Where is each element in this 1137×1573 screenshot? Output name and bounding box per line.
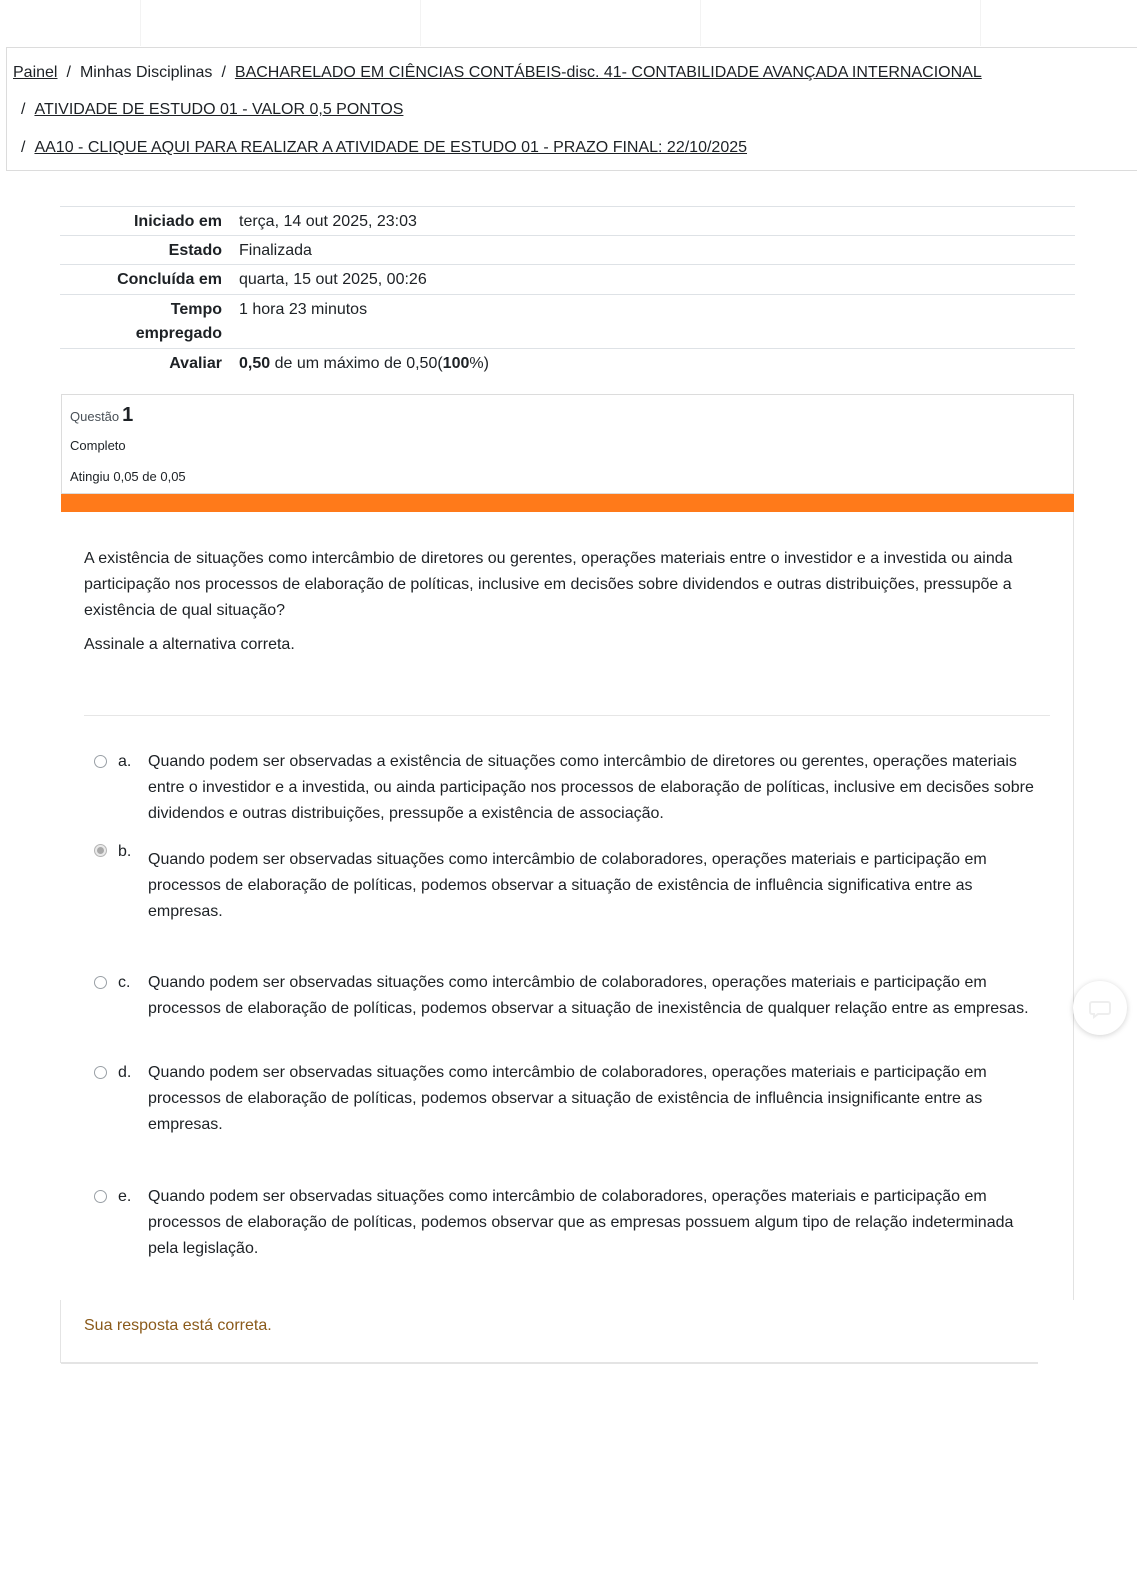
grade-value [222, 349, 489, 377]
chat-icon [1088, 996, 1112, 1020]
time-label-line2: empregado [135, 325, 222, 342]
breadcrumb-separator: / [221, 64, 226, 81]
time-label-line1: Tempo [170, 301, 222, 318]
floating-action-button[interactable] [1073, 981, 1127, 1035]
grade-text: de um máximo de 0,50( [270, 355, 443, 372]
question-number [70, 404, 133, 427]
state-label: Estado [168, 242, 222, 259]
answer-feedback: Sua resposta está correta. [84, 1317, 272, 1334]
radio-option-c[interactable] [94, 976, 107, 989]
completed-label: Concluída em [117, 271, 222, 288]
breadcrumb-separator: / [21, 101, 26, 118]
summary-row-state [60, 236, 1075, 265]
radio-option-e[interactable] [94, 1190, 107, 1203]
completed-value: quarta, 15 out 2025, 00:26 [239, 271, 427, 288]
question-state: Completo [70, 438, 126, 453]
summary-row-started [60, 207, 1075, 236]
option-letter: a. [118, 753, 132, 770]
question-prompt: A existência de situações como intercâmbio de diretores ou gerentes, operações materiais entre o investidor e a investida ou ainda participação nos processos de elaboração de políticas, inclusive em decisões sobre dividendos e outras distribuições, pressupõe a existência de qual situação? [84, 550, 1013, 619]
option-text: Quando podem ser observadas situações como intercâmbio de colaboradores, operações materiais e participação em processos de elaboração de políticas, podemos observar a situação de inexistência de qualquer relação entre as empresas. [148, 974, 1029, 1017]
summary-row-completed [60, 265, 1075, 295]
question-number-label: Questão [70, 409, 120, 424]
breadcrumb-separator: / [21, 139, 26, 156]
option-letter: b. [118, 843, 132, 860]
feedback-bottom-border [61, 1362, 1038, 1364]
breadcrumb-link-course[interactable]: BACHARELADO EM CIÊNCIAS CONTÁBEIS-disc. 41- CONTABILIDADE AVANÇADA INTERNACIONAL [234, 64, 982, 81]
breadcrumb [6, 47, 1137, 171]
attempt-summary-table [60, 206, 1075, 377]
radio-option-d[interactable] [94, 1066, 107, 1079]
summary-row-time [60, 295, 1075, 349]
question-divider [84, 715, 1050, 716]
time-value: 1 hora 23 minutos [239, 301, 368, 318]
breadcrumb-separator: / [66, 64, 71, 81]
option-text: Quando podem ser observadas situações como intercâmbio de colaboradores, operações materiais e participação em processos de elaboração de políticas, podemos observar a situação de existência de influência significativa entre as empresas. [148, 851, 987, 920]
top-column-guides [0, 0, 1137, 46]
question-accent-bar [61, 494, 1074, 512]
breadcrumb-link-quiz[interactable]: AA10 - CLIQUE AQUI PARA REALIZAR A ATIVIDADE DE ESTUDO 01 - PRAZO FINAL: 22/10/2025 [34, 139, 748, 156]
breadcrumb-link-activity[interactable]: ATIVIDADE DE ESTUDO 01 - VALOR 0,5 PONTOS [34, 101, 404, 118]
state-value: Finalizada [239, 242, 312, 259]
option-text: Quando podem ser observadas situações como intercâmbio de colaboradores, operações materiais e participação em processos de elaboração de políticas, podemos observar que as empresas possuem algum tipo de relação indeterminada pela legislação. [148, 1188, 1014, 1257]
breadcrumb-item-disciplinas: Minhas Disciplinas [79, 64, 213, 81]
grade-end: %) [469, 355, 489, 372]
started-label: Iniciado em [133, 213, 222, 230]
question-instruction: Assinale a alternativa correta. [84, 636, 295, 653]
grade-score: 0,50 [239, 355, 271, 372]
question-info-box [61, 394, 1074, 494]
option-text: Quando podem ser observadas a existência de situações como intercâmbio de diretores ou gerentes, operações materiais entre o investidor e a investida, ou ainda participação nos processos de elaboração de políticas, inclusive em decisões sobre dividendos e outras distribuições, pressupõe a existência de associação. [148, 753, 1034, 822]
question-mark: Atingiu 0,05 de 0,05 [70, 469, 186, 484]
time-label [60, 295, 222, 348]
option-letter: d. [118, 1064, 132, 1081]
radio-option-b-selected[interactable] [94, 844, 107, 857]
summary-row-grade [60, 349, 1075, 377]
grade-label: Avaliar [169, 355, 222, 372]
started-value: terça, 14 out 2025, 23:03 [239, 213, 417, 230]
grade-percent: 100 [442, 355, 470, 372]
question-number-value: 1 [122, 404, 134, 426]
option-text: Quando podem ser observadas situações como intercâmbio de colaboradores, operações materiais e participação em processos de elaboração de políticas, podemos observar a situação de existência de influência insignificante entre as empresas. [148, 1064, 987, 1133]
option-letter: c. [118, 974, 131, 991]
feedback-left-border [60, 1300, 61, 1363]
question-text [84, 546, 1024, 666]
breadcrumb-link-painel[interactable]: Painel [13, 64, 58, 81]
question-content [61, 512, 1074, 1300]
radio-option-a[interactable] [94, 755, 107, 768]
option-letter: e. [118, 1188, 132, 1205]
